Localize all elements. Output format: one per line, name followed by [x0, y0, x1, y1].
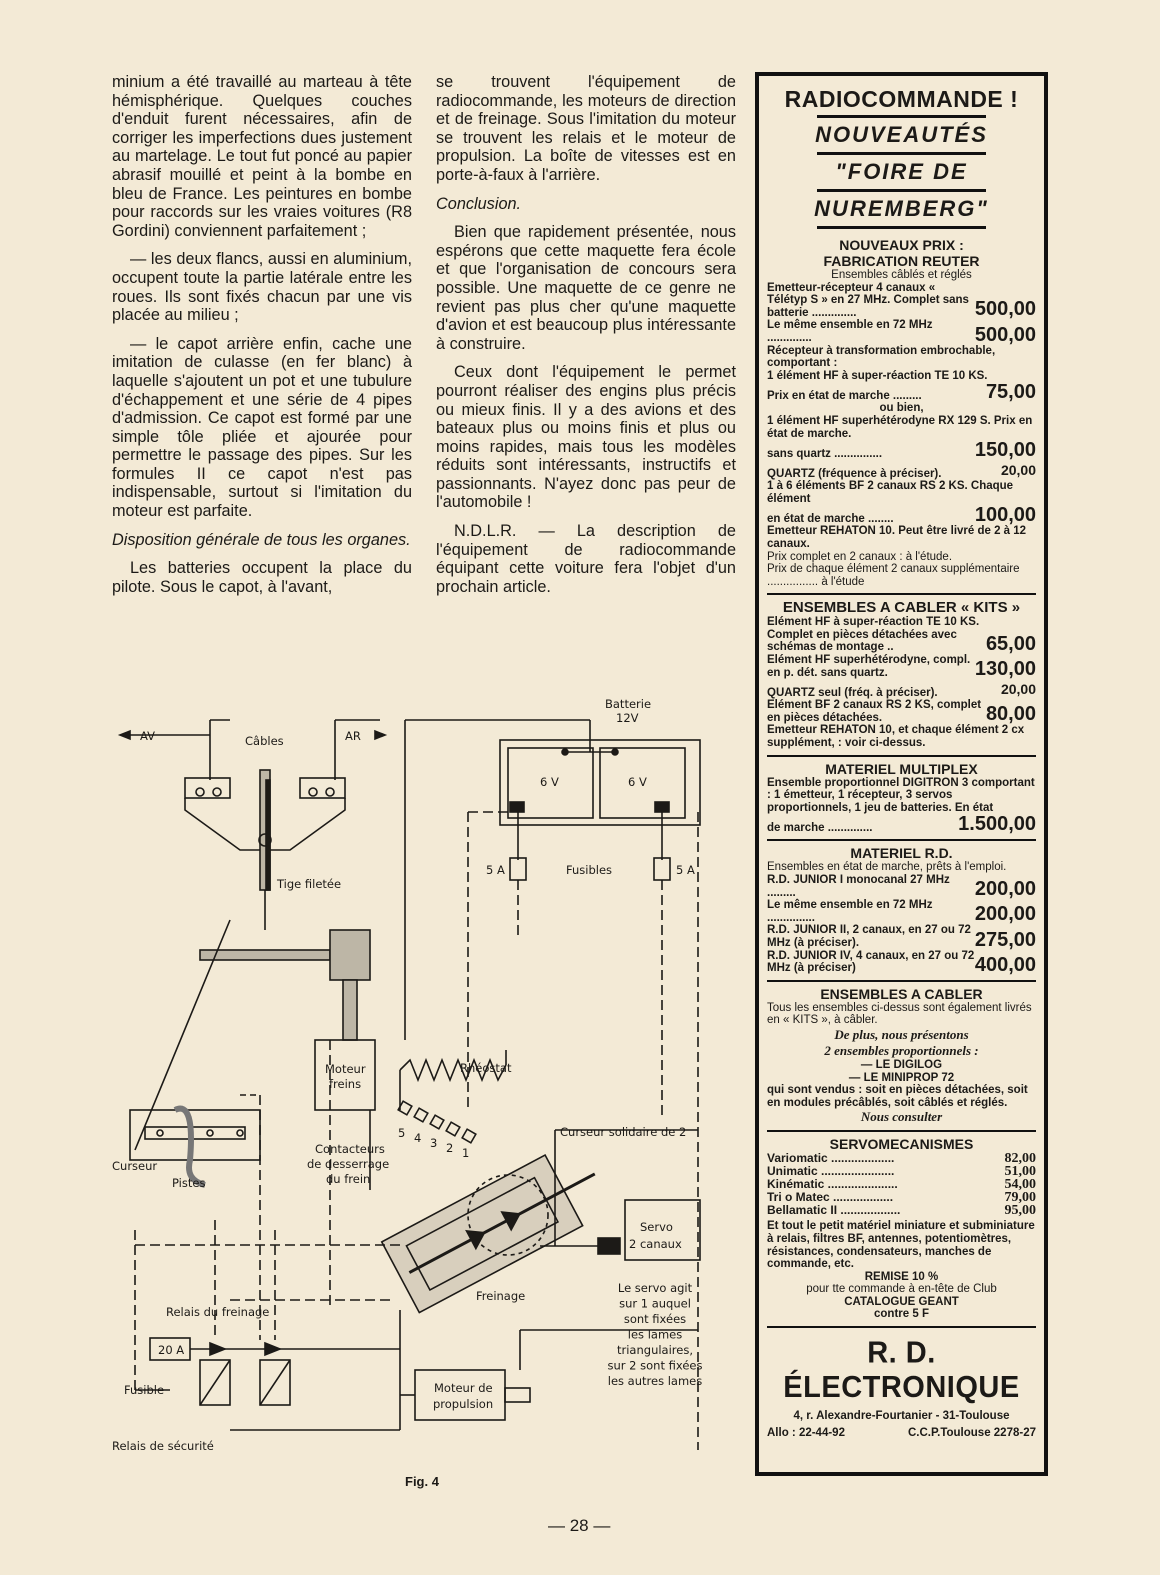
- page-number: — 28 —: [548, 1516, 611, 1535]
- servo-price: 82,00: [1004, 1151, 1036, 1167]
- fuse-5a-right: [654, 858, 670, 880]
- price-line: [767, 924, 1036, 949]
- price-value: 20,00: [1000, 462, 1036, 479]
- wiring-diagram: [100, 690, 740, 1460]
- price-value: 20,00: [1000, 681, 1036, 698]
- servo-note-line: sur 2 sont fixées: [607, 1358, 703, 1373]
- ad-divider: [767, 839, 1036, 841]
- step-number: 3: [430, 1136, 438, 1150]
- price-line: [767, 319, 1036, 344]
- ad-text: — LE DIGILOG: [860, 1058, 943, 1071]
- label-6v-left: 6 V: [540, 775, 559, 789]
- steering-clamp-left: [185, 778, 230, 798]
- gear-wheel: [330, 930, 370, 980]
- price-desc: QUARTZ (fréquence à préciser).: [767, 467, 942, 480]
- cursor-tracks-box: [130, 1110, 260, 1160]
- label-av: AV: [140, 729, 155, 743]
- label-ar: AR: [345, 729, 361, 743]
- article-column-2: [436, 73, 736, 606]
- price-line: [767, 679, 1036, 699]
- ad-title: RADIOCOMMANDE !: [784, 86, 1019, 112]
- price-line: [767, 382, 1036, 402]
- article-paragraph: Ceux dont l'équipement le permet pourront réaliser des engins plus précis ou mieux finis. Il y a des avions et des bateaux plus ou moins finis et plus ou moins rapides, mais tous les modèles réduits sont intéressants, instructifs et passionnants. N'ayez donc pas peur de l'automobile !: [436, 363, 736, 512]
- servo-name: Bellamatic II ..................: [767, 1203, 901, 1218]
- label-tige: Tige filetée: [277, 877, 342, 891]
- price-line: [767, 460, 1036, 480]
- label-fuse-20a: 20 A: [158, 1343, 185, 1357]
- article-paragraph: Les batteries occupent la place du pilote. Sous le capot, à l'avant,: [112, 559, 412, 596]
- step-contact: [430, 1115, 444, 1129]
- ad-text: 1 élément HF superhétérodyne RX 129 S. Prix en état de marche.: [767, 414, 1033, 440]
- figure-caption: Fig. 4: [405, 1474, 439, 1489]
- servo-note-line: les lames: [627, 1327, 683, 1342]
- price-desc: Prix en état de marche .........: [767, 389, 922, 402]
- worm-gear: [200, 950, 330, 960]
- advertisement-box: [755, 72, 1048, 1476]
- propulsion-shaft: [505, 1388, 530, 1402]
- price-desc: de marche ..............: [767, 821, 873, 834]
- price-desc: Elément BF 2 canaux RS 2 KS, complet en pièces détachées.: [767, 699, 982, 724]
- price-value: 150,00: [974, 439, 1036, 462]
- servo-note-line: les autres lames: [607, 1374, 703, 1388]
- ad-divider: [767, 1130, 1036, 1132]
- ad-text: Ensemble proportionnel DIGITRON 3 comportant : 1 émetteur, 1 récepteur, 3 servos proportionnels, 1 jeu de batteries. En état: [767, 776, 1035, 814]
- ad-text: Tous les ensembles ci-dessus sont également livrés en « KITS », à câbler.: [767, 1001, 1032, 1027]
- price-desc: QUARTZ seul (fréq. à préciser).: [767, 686, 938, 699]
- curseur-arm: [175, 1109, 205, 1185]
- ad-headline-1: NOUVEAUTÉS: [815, 122, 988, 147]
- ad-italic-text: Nous consulter: [860, 1109, 943, 1125]
- av-arrowhead: [120, 731, 130, 739]
- label-moteur-prop-2: propulsion: [433, 1397, 494, 1411]
- propulsion-motor: [415, 1370, 505, 1420]
- price-desc: en état de marche ........: [767, 512, 894, 525]
- ad-text: Prix complet en 2 canaux : à l'étude.: [767, 550, 953, 563]
- label-freinage: Freinage: [476, 1289, 526, 1303]
- step-contact: [414, 1108, 428, 1122]
- step-contact: [462, 1129, 476, 1143]
- servo-note-line: Le servo agit: [617, 1281, 693, 1295]
- section-title: MATERIEL R.D.: [850, 845, 953, 862]
- label-servo-1: Servo: [640, 1220, 673, 1234]
- article-paragraph: N.D.L.R. — La description de l'équipement de radiocommande équipant cette voiture fera l'objet d'un prochain article.: [436, 522, 736, 596]
- price-value: 130,00: [974, 658, 1036, 681]
- servo-note-line: triangulaires,: [617, 1343, 693, 1357]
- article-paragraph: minium a été travaillé au marteau à tête hémisphérique. Quelques couches d'enduit furent nécessaires, afin de corriger les imperfections dues justement au martelage. Le tout fut poncé au papier abrasif mouillé et peint à la bombe en bleu de France. Les peintures en bombe pour raccords sur les vraies voitures (R8 Gordini) conviennent parfaitement ;: [112, 73, 412, 240]
- article-paragraph: Conclusion.: [436, 194, 522, 213]
- fuse-5a-left: [510, 858, 526, 880]
- price-value: 500,00: [974, 298, 1036, 321]
- step-number: 5: [398, 1126, 406, 1140]
- label-curseur-solidaire: Curseur solidaire de 2: [560, 1125, 687, 1139]
- servo-price: 51,00: [1004, 1164, 1036, 1180]
- price-line: [767, 282, 1036, 320]
- ar-arrowhead: [375, 731, 385, 739]
- step-numbers: [398, 1126, 469, 1160]
- pivot: [309, 788, 317, 796]
- servo-note: [608, 1281, 703, 1388]
- ad-headline-2: "FOIRE DE: [835, 159, 968, 184]
- price-desc: Le même ensemble en 72 MHz ...............: [767, 899, 933, 924]
- ad-rule: [817, 189, 986, 192]
- price-line: [767, 950, 1036, 975]
- price-value: 200,00: [974, 878, 1036, 901]
- servo-name: Unimatic ......................: [767, 1164, 895, 1179]
- steering-clamp-right: [300, 778, 345, 798]
- pivot: [196, 788, 204, 796]
- ad-text: 1 à 6 éléments BF 2 canaux RS 2 KS. Chaque élément: [767, 480, 1014, 505]
- ad-text: Prix de chaque élément 2 canaux supplémentaire ................ à l'étude: [767, 563, 1020, 588]
- article-paragraph: Disposition générale de tous les organes.: [112, 530, 411, 549]
- article-column-1: [112, 73, 412, 606]
- pivot: [326, 788, 334, 796]
- motor-shaft: [343, 980, 357, 1040]
- price-desc: Elément HF superhétérodyne, compl. en p. dét. sans quartz.: [767, 654, 971, 679]
- ad-rule: [817, 115, 986, 118]
- label-moteur-freins-2: freins: [329, 1077, 362, 1091]
- ad-text: REMISE 10 %: [864, 1270, 939, 1283]
- ad-divider: [767, 980, 1036, 982]
- label-fuse-right: 5 A: [676, 863, 695, 877]
- company-contact: [767, 1427, 1036, 1440]
- ad-rule: [817, 226, 986, 229]
- price-desc: Emetteur-récepteur 4 canaux « Télétyp S » en 27 MHz. Complet sans batterie ..............: [767, 281, 969, 319]
- price-line: [767, 629, 1036, 654]
- price-value: 400,00: [974, 953, 1036, 976]
- price-line: [767, 699, 1036, 724]
- ad-divider: [767, 593, 1036, 595]
- section-title: NOUVEAUX PRIX :: [839, 237, 964, 253]
- price-line: [767, 874, 1036, 899]
- company-address: 4, r. Alexandre-Fourtanier - 31-Toulouse: [793, 1410, 1010, 1423]
- ad-divider: [767, 1326, 1036, 1328]
- ad-text: Ensembles en état de marche, prêts à l'emploi.: [767, 861, 1007, 874]
- label-contacteurs-3: du frein: [326, 1172, 371, 1186]
- label-curseur: Curseur: [112, 1159, 158, 1173]
- label-contacteurs-1: Contacteurs: [315, 1142, 385, 1156]
- cursor-track: [145, 1127, 245, 1139]
- servo-name: Tri o Matec ..................: [767, 1190, 894, 1205]
- price-value: 100,00: [974, 504, 1036, 527]
- price-desc: Le même ensemble en 72 MHz ..............: [767, 319, 933, 344]
- section-title: ENSEMBLES A CABLER « KITS »: [782, 599, 1021, 617]
- ad-headline-3: NUREMBERG": [814, 196, 989, 221]
- label-6v-right: 6 V: [628, 775, 647, 789]
- price-desc: sans quartz ...............: [767, 447, 883, 460]
- ad-text: — LE MINIPROP 72: [848, 1071, 955, 1084]
- price-value: 1.500,00: [958, 813, 1036, 836]
- ad-rule: [817, 152, 986, 155]
- label-moteur-prop-1: Moteur de: [434, 1381, 493, 1395]
- ad-text: Ensembles câblés et réglés: [831, 269, 972, 281]
- price-desc: R.D. JUNIOR I monocanal 27 MHz .........: [767, 874, 950, 899]
- ad-text: ou bien,: [879, 402, 924, 415]
- label-fuse-left: 5 A: [486, 863, 505, 877]
- label-pistes: Pistes: [172, 1176, 206, 1190]
- servo-name: Kinématic .....................: [767, 1177, 898, 1192]
- step-number: 1: [462, 1146, 470, 1160]
- ad-text: qui sont vendus : soit en pièces détachées, soit en modules précâblés, soit câblés et réglés.: [767, 1084, 1028, 1109]
- section-subtitle: FABRICATION REUTER: [823, 253, 980, 269]
- label-servo-2: 2 canaux: [629, 1237, 682, 1251]
- pivot: [213, 788, 221, 796]
- price-value: 65,00: [985, 633, 1036, 656]
- article-paragraph: se trouvent l'équipement de radiocommande, les moteurs de direction et de freinage. Sous l'imitation du moteur se trouvent les relais et le moteur de propulsion. La boîte de vitesses est en porte-à-faux à l'arrière.: [436, 73, 736, 184]
- ad-italic-text: De plus, nous présentons: [834, 1026, 969, 1042]
- price-value: 200,00: [974, 903, 1036, 926]
- label-contacteurs-2: de desserrage: [307, 1157, 390, 1171]
- ad-text: Emetteur REHATON 10. Peut être livré de 2 à 12 canaux.: [767, 525, 1027, 550]
- ad-text: Et tout le petit matériel miniature et subminiature à relais, filtres BF, antennes, potentiomètres, résistances, condensateurs, manches de commande, etc.: [767, 1220, 1035, 1271]
- price-value: 75,00: [985, 381, 1036, 404]
- article-paragraph: — les deux flancs, aussi en aluminium, occupent toute la partie latérale entre les roues. Ils sont fixés chacun par une vis placée au milieu ;: [112, 250, 412, 325]
- ad-italic-text: 2 ensembles proportionnels :: [824, 1042, 979, 1058]
- price-line: [767, 654, 1036, 679]
- step-number: 4: [414, 1131, 422, 1145]
- servo-price: 54,00: [1004, 1177, 1036, 1193]
- price-line: [767, 899, 1036, 924]
- price-value: 275,00: [974, 928, 1036, 951]
- ad-text: contre 5 F: [874, 1308, 929, 1321]
- servo-price: 79,00: [1004, 1190, 1036, 1206]
- price-line: [767, 505, 1036, 525]
- ad-text: Elément HF à super-réaction TE 10 KS.: [767, 616, 980, 629]
- section-title: MATERIEL MULTIPLEX: [825, 760, 978, 777]
- price-desc: R.D. JUNIOR II, 2 canaux, en 27 ou 72 MHz (à préciser).: [767, 924, 971, 949]
- label-cables: Câbles: [245, 734, 284, 748]
- servo-name: Variomatic ...................: [767, 1151, 895, 1166]
- price-value: 500,00: [974, 323, 1036, 346]
- company-name: R. D. ÉLECTRONIQUE: [783, 1336, 1020, 1405]
- label-rheostat: Rhéostat: [460, 1061, 512, 1075]
- ad-divider: [767, 755, 1036, 757]
- ad-text: Récepteur à transformation embrochable, comportant :: [767, 344, 996, 370]
- article-paragraph: Bien que rapidement présentée, nous espérons que cette maquette fera école et que l'organisation de concours sera possible. Une maquette de ce genre ne revient pas plus cher qu'une maquette d'avion et est beaucoup plus intéressante à construire.: [436, 223, 736, 353]
- label-fusibles: Fusibles: [566, 863, 613, 877]
- label-relais-securite: Relais de sécurité: [112, 1439, 214, 1453]
- ad-text: 1 élément HF à super-réaction TE 10 KS.: [767, 369, 988, 382]
- ad-text: pour tte commande à en-tête de Club: [806, 1283, 997, 1296]
- servo-price: 95,00: [1004, 1203, 1036, 1219]
- servo-note-line: sont fixées: [623, 1312, 687, 1326]
- steering-link: [135, 920, 230, 1150]
- step-number: 2: [446, 1141, 454, 1155]
- ad-text: Emetteur REHATON 10, et chaque élément 2 cx supplément, : voir ci-dessus.: [767, 724, 1025, 750]
- label-batterie: Batterie: [605, 697, 652, 711]
- servo-line: [767, 1204, 1036, 1217]
- label-batterie-v: 12V: [616, 711, 639, 725]
- label-fusible: Fusible: [124, 1383, 165, 1397]
- label-moteur-freins-1: Moteur: [325, 1062, 366, 1076]
- section-title: ENSEMBLES A CABLER: [820, 985, 983, 1002]
- company-ccp: C.C.P.Toulouse 2278-27: [907, 1426, 1036, 1439]
- brake-solenoid: [382, 1139, 614, 1313]
- price-value: 80,00: [985, 703, 1036, 726]
- price-line: [767, 440, 1036, 460]
- price-desc: Complet en pièces détachées avec schémas de montage ..: [767, 628, 957, 654]
- step-contact: [446, 1122, 460, 1136]
- article-paragraph: — le capot arrière enfin, cache une imitation de culasse (en fer blanc) à laquelle s'ajoutent un pot et une tubulure d'échappement et une série de 4 pipes d'admission. Ce capot est formé par une simple tôle pliée et ajourée pour permettre le passage des pipes. Sur les formules II ce capot n'est pas indispensable, surtout si l'imitation du moteur est parfaite.: [112, 334, 412, 521]
- section-title: SERVOMECANISMES: [829, 1136, 974, 1153]
- price-line: [767, 814, 1036, 834]
- label-relais-freinage: Relais du freinage: [166, 1305, 270, 1319]
- company-phone: Allo : 22-44-92: [767, 1426, 845, 1439]
- price-desc: R.D. JUNIOR IV, 4 canaux, en 27 ou 72 MHz (à préciser): [767, 949, 975, 975]
- ad-text: CATALOGUE GEANT: [844, 1295, 959, 1308]
- servo-note-line: sur 1 auquel: [619, 1296, 691, 1311]
